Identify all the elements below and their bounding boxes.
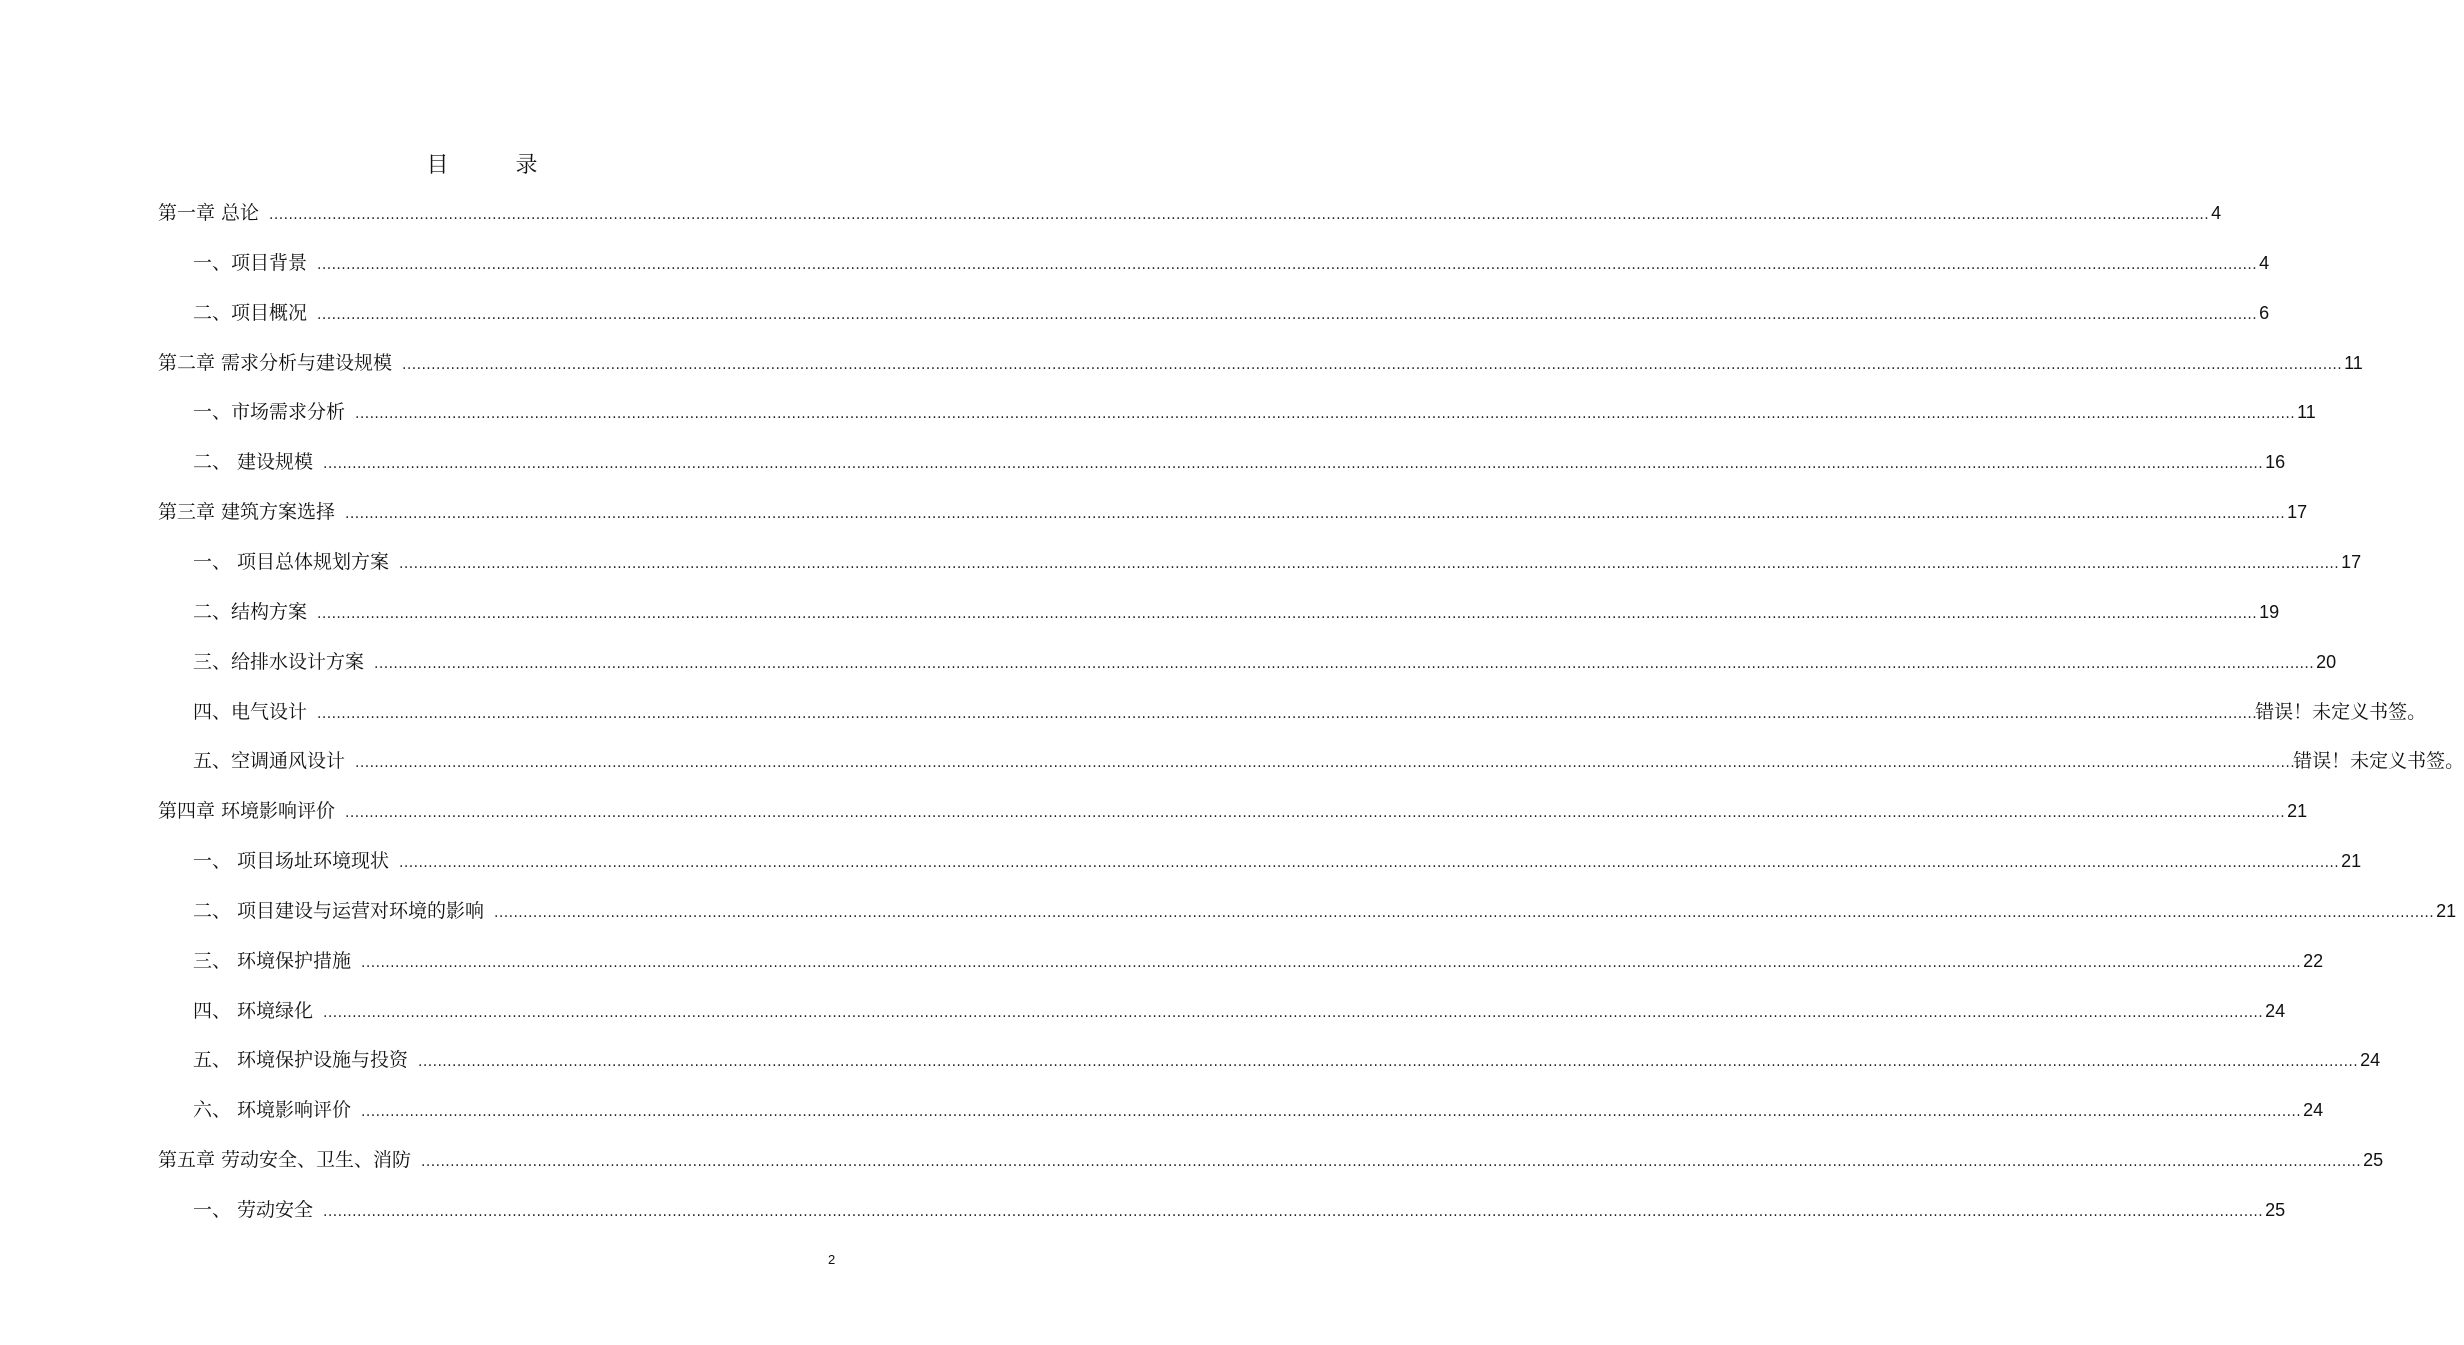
toc-leader-dots: ................................................................................................................................................................................................................................................................................................................................................................................................................ <box>345 506 2286 522</box>
toc-entry-page: 17 <box>2341 552 2362 572</box>
toc-entry[interactable] <box>193 748 2464 774</box>
toc-entry-label: 二、 项目建设与运营对环境的影响 <box>193 900 485 922</box>
toc-entry-page: 21 <box>2436 901 2457 921</box>
toc-leader-dots: ................................................................................................................................................................................................................................................................................................................................................................................................................ <box>399 556 2340 572</box>
toc-entry[interactable] <box>158 200 2222 226</box>
toc-leader-dots: ................................................................................................................................................................................................................................................................................................................................................................................................................ <box>355 755 2296 771</box>
toc-entry-label: 一、项目背景 <box>193 252 308 274</box>
toc-leader-dots: ................................................................................................................................................................................................................................................................................................................................................................................................................ <box>345 805 2286 821</box>
toc-entry[interactable] <box>193 250 2270 276</box>
toc-entry[interactable] <box>193 699 2427 725</box>
toc-entry-page: 11 <box>2297 402 2316 422</box>
toc-entry-page: 25 <box>2265 1200 2286 1220</box>
toc-entry[interactable] <box>193 549 2362 575</box>
toc-entry-label: 二、项目概况 <box>193 302 308 324</box>
toc-entry-page: 24 <box>2265 1001 2286 1021</box>
toc-entry-label: 第五章 劳动安全、卫生、消防 <box>158 1149 412 1171</box>
toc-entry-label: 第一章 总论 <box>158 202 260 224</box>
toc-leader-dots: ................................................................................................................................................................................................................................................................................................................................................................................................................ <box>418 1054 2359 1070</box>
toc-entry[interactable] <box>193 898 2457 924</box>
toc-entry[interactable] <box>193 1047 2381 1073</box>
toc-entry[interactable] <box>193 998 2286 1024</box>
toc-leader-dots: ................................................................................................................................................................................................................................................................................................................................................................................................................ <box>355 406 2296 422</box>
toc-entry-page: 6 <box>2259 303 2270 323</box>
toc-entry-label: 第二章 需求分析与建设规模 <box>158 352 393 374</box>
toc-entry[interactable] <box>193 300 2270 326</box>
toc-entry-label: 一、 项目总体规划方案 <box>193 551 390 573</box>
toc-entry[interactable] <box>193 599 2280 625</box>
toc-entry-page: 25 <box>2363 1150 2384 1170</box>
toc-leader-dots: ................................................................................................................................................................................................................................................................................................................................................................................................................ <box>323 1204 2264 1220</box>
toc-entry-page: 19 <box>2259 602 2280 622</box>
toc-leader-dots: ................................................................................................................................................................................................................................................................................................................................................................................................................ <box>402 357 2343 373</box>
toc-entry-page: 错误！未定义书签。 <box>2255 701 2427 723</box>
toc-entry[interactable] <box>193 948 2324 974</box>
toc-entry-label: 一、 劳动安全 <box>193 1199 314 1221</box>
toc-entry-page: 4 <box>2259 253 2270 273</box>
toc-entry-label: 四、 环境绿化 <box>193 1000 314 1022</box>
toc-entry[interactable] <box>158 499 2308 525</box>
toc-entry-label: 一、市场需求分析 <box>193 401 346 423</box>
toc-leader-dots: ................................................................................................................................................................................................................................................................................................................................................................................................................ <box>361 1104 2302 1120</box>
toc-entry-page: 24 <box>2360 1050 2381 1070</box>
toc-entry-page: 21 <box>2287 801 2308 821</box>
toc-entry-label: 第三章 建筑方案选择 <box>158 501 336 523</box>
toc-leader-dots: ................................................................................................................................................................................................................................................................................................................................................................................................................ <box>323 1005 2264 1021</box>
toc-entry[interactable] <box>193 1097 2324 1123</box>
toc-entry[interactable] <box>193 449 2286 475</box>
toc-entry-page: 11 <box>2344 353 2363 373</box>
toc-entry-page: 21 <box>2341 851 2362 871</box>
toc-entry[interactable] <box>193 649 2337 675</box>
toc-leader-dots: ................................................................................................................................................................................................................................................................................................................................................................................................................ <box>269 207 2210 223</box>
toc-entry-page: 错误！未定义书签。 <box>2293 750 2464 772</box>
toc-entry-page: 17 <box>2287 502 2308 522</box>
toc-leader-dots: ................................................................................................................................................................................................................................................................................................................................................................................................................ <box>399 855 2340 871</box>
page-number: 2 <box>828 1252 836 1267</box>
toc-entry[interactable] <box>158 350 2363 376</box>
toc-entry[interactable] <box>158 798 2308 824</box>
toc-entry-label: 一、 项目场址环境现状 <box>193 850 390 872</box>
toc-entry[interactable] <box>158 1147 2384 1173</box>
toc-leader-dots: ................................................................................................................................................................................................................................................................................................................................................................................................................ <box>317 257 2258 273</box>
toc-entry-page: 4 <box>2211 203 2222 223</box>
toc-entry-page: 16 <box>2265 452 2286 472</box>
toc-entry-label: 五、空调通风设计 <box>193 750 346 772</box>
toc-leader-dots: ................................................................................................................................................................................................................................................................................................................................................................................................................ <box>317 606 2258 622</box>
toc-entry-label: 三、 环境保护措施 <box>193 950 352 972</box>
toc-leader-dots: ................................................................................................................................................................................................................................................................................................................................................................................................................ <box>421 1154 2362 1170</box>
toc-entry-label: 第四章 环境影响评价 <box>158 800 336 822</box>
toc-leader-dots: ................................................................................................................................................................................................................................................................................................................................................................................................................ <box>494 905 2435 921</box>
toc-entry[interactable] <box>193 1197 2286 1223</box>
toc-entry[interactable] <box>193 848 2362 874</box>
toc-leader-dots: ................................................................................................................................................................................................................................................................................................................................................................................................................ <box>317 307 2258 323</box>
toc-leader-dots: ................................................................................................................................................................................................................................................................................................................................................................................................................ <box>323 456 2264 472</box>
toc-entry-page: 24 <box>2303 1100 2324 1120</box>
toc-entry-label: 二、结构方案 <box>193 601 308 623</box>
toc-entry-label: 六、 环境影响评价 <box>193 1099 352 1121</box>
toc-entry-page: 22 <box>2303 951 2324 971</box>
toc-leader-dots: ................................................................................................................................................................................................................................................................................................................................................................................................................ <box>361 955 2302 971</box>
toc-entry-label: 三、给排水设计方案 <box>193 651 365 673</box>
toc-entry[interactable] <box>193 399 2316 425</box>
toc-title: 目 录 <box>426 153 568 178</box>
toc-entry-label: 二、 建设规模 <box>193 451 314 473</box>
toc-entry-label: 四、电气设计 <box>193 701 308 723</box>
toc-leader-dots: ................................................................................................................................................................................................................................................................................................................................................................................................................ <box>374 656 2315 672</box>
toc-leader-dots: ................................................................................................................................................................................................................................................................................................................................................................................................................ <box>317 706 2258 722</box>
toc-entry-label: 五、 环境保护设施与投资 <box>193 1049 409 1071</box>
toc-entry-page: 20 <box>2316 652 2337 672</box>
